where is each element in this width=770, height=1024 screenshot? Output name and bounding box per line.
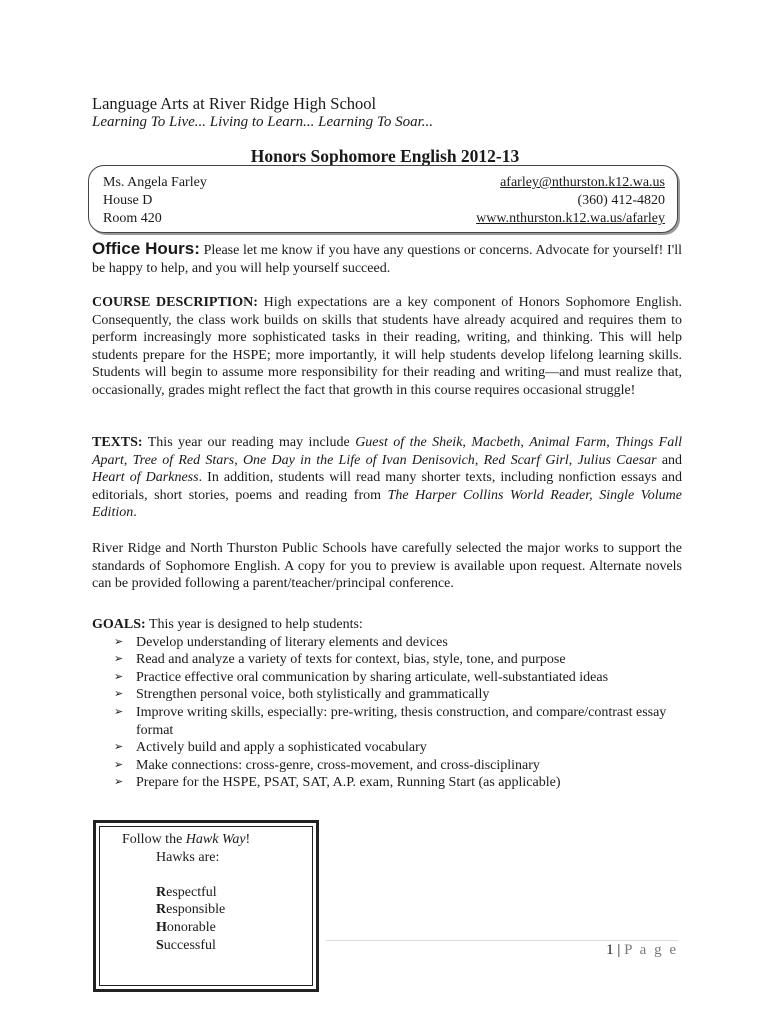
website-link[interactable]: www.nthurston.k12.wa.us/afarley: [476, 211, 665, 226]
house: House D: [103, 193, 153, 208]
arrow-bullet-icon: ➢: [114, 635, 124, 648]
course-title: Honors Sophomore English 2012-13: [250, 146, 520, 166]
texts-intro: This year our reading may include: [147, 435, 350, 450]
office-hours-paragraph: [92, 240, 682, 277]
hawk-traits-list: [122, 884, 250, 954]
list-item: ➢ Make connections: cross-genre, cross-movement, and cross-disciplinary: [114, 757, 540, 773]
list-item: ➢ Improve writing skills, especially: pre-writing, thesis construction, and compare/contrast essay format: [114, 704, 667, 738]
arrow-bullet-icon: ➢: [114, 688, 124, 701]
book-title: Things Fall Apart: [92, 435, 683, 468]
texts-paragraph: TEXTS: This year our reading may include Guest of the Sheik, Macbeth, Animal Farm, Things Fall Apart, Tree of Red Stars, One Day in the Life of Ivan Denisovich, Red Scarf Girl, Julius Caesar and Heart of Darkness. In addition, students will read many shorter texts, including nonfiction essays and editorials, short stories, poems and reading from The Harper Collins World Reader, Single Volume Edition.: [92, 435, 683, 521]
footer-divider: [326, 940, 678, 941]
arrow-bullet-icon: ➢: [114, 670, 124, 683]
goals-intro: This year is designed to help students:: [148, 617, 363, 632]
list-item: Successful: [156, 937, 216, 953]
hawk-way-box: [93, 820, 319, 992]
list-item: Responsible: [156, 902, 226, 918]
office-hours-label: Office Hours:: [92, 239, 200, 258]
texts-and: and: [661, 452, 683, 468]
arrow-bullet-icon: ➢: [114, 653, 124, 666]
book-title: Animal Farm: [529, 435, 607, 450]
list-item: ➢ Develop understanding of literary elements and devices: [114, 634, 448, 650]
room: Room 420: [103, 211, 162, 226]
list-item: ➢ Prepare for the HSPE, PSAT, SAT, A.P. exam, Running Start (as applicable): [114, 775, 561, 791]
book-title: Guest of the Sheik: [355, 435, 463, 450]
goals-label: GOALS:: [92, 617, 146, 632]
school-motto: Learning To Live... Living to Learn... Learning To Soar...: [92, 114, 434, 130]
book-title: Tree of Red Stars: [132, 452, 235, 468]
selected-works-paragraph: River Ridge and North Thurston Public Schools have carefully selected the major works to support the standards of Sophomore English. A copy for you to preview is available upon request. Alternate novels can be provided following a parent/teacher/principal conference.: [92, 541, 682, 592]
arrow-bullet-icon: ➢: [114, 705, 124, 718]
list-item: ➢ Actively build and apply a sophisticated vocabulary: [114, 740, 427, 756]
arrow-bullet-icon: ➢: [114, 758, 124, 771]
course-description-text: High expectations are a key component of Honors Sophomore English. Consequently, the class work builds on skills that students have already acquired and requires them to perform increasingly more sophisticated tasks in their reading, writing, and thinking. This will help students prepare for the HSPE; more importantly, it will help students develop lifelong learning skills. Students will begin to assume more responsibility for their reading and writing—and must realize that, occasionally, grades might reflect the fact that growth in this course requires occasional struggle!: [92, 295, 683, 398]
school-name: Language Arts at River Ridge High School: [92, 94, 377, 113]
list-item: Honorable: [156, 919, 216, 935]
book-title: Heart of Darkness: [92, 470, 199, 486]
email-link[interactable]: afarley@nthurston.k12.wa.us: [500, 175, 665, 190]
course-description-paragraph: [92, 294, 682, 400]
list-item: Respectful: [156, 884, 217, 900]
list-item: ➢ Strengthen personal voice, both stylistically and grammatically: [114, 687, 490, 703]
anthology-title: The Harper Collins World Reader, Single Volume Edition: [92, 487, 683, 521]
hawk-way-heading: Follow the Hawk Way!: [122, 832, 251, 847]
arrow-bullet-icon: ➢: [114, 741, 124, 754]
book-title: Macbeth: [471, 435, 521, 450]
texts-label: TEXTS:: [92, 435, 143, 450]
hawks-are-label: Hawks are:: [156, 849, 220, 865]
page-number: 1 | P a g e: [606, 942, 678, 958]
teacher-name: Ms. Angela Farley: [103, 175, 207, 190]
book-title: Red Scarf Girl: [483, 452, 569, 468]
contact-info-box: [88, 165, 678, 233]
list-item: ➢ Practice effective oral communication by sharing articulate, well-substantiated ideas: [114, 669, 609, 685]
goals-section: [92, 616, 682, 792]
book-title: Julius Caesar: [577, 452, 657, 468]
phone-number: (360) 412-4820: [577, 193, 665, 208]
list-item: ➢ Read and analyze a variety of texts for context, bias, style, tone, and purpose: [114, 652, 566, 668]
course-description-label: COURSE DESCRIPTION:: [92, 295, 258, 310]
book-title: One Day in the Life of Ivan Denisovich: [242, 452, 475, 468]
goals-list: [92, 634, 682, 792]
arrow-bullet-icon: ➢: [114, 776, 124, 789]
texts-middle: In addition, students will read many shorter texts, including nonfiction essays and editorials, short stories, poems and reading from: [92, 470, 683, 503]
office-hours-text: Please let me know if you have any questions or concerns. Advocate for yourself! I'll be happy to help, and you will help yourself succeed.: [92, 243, 682, 276]
